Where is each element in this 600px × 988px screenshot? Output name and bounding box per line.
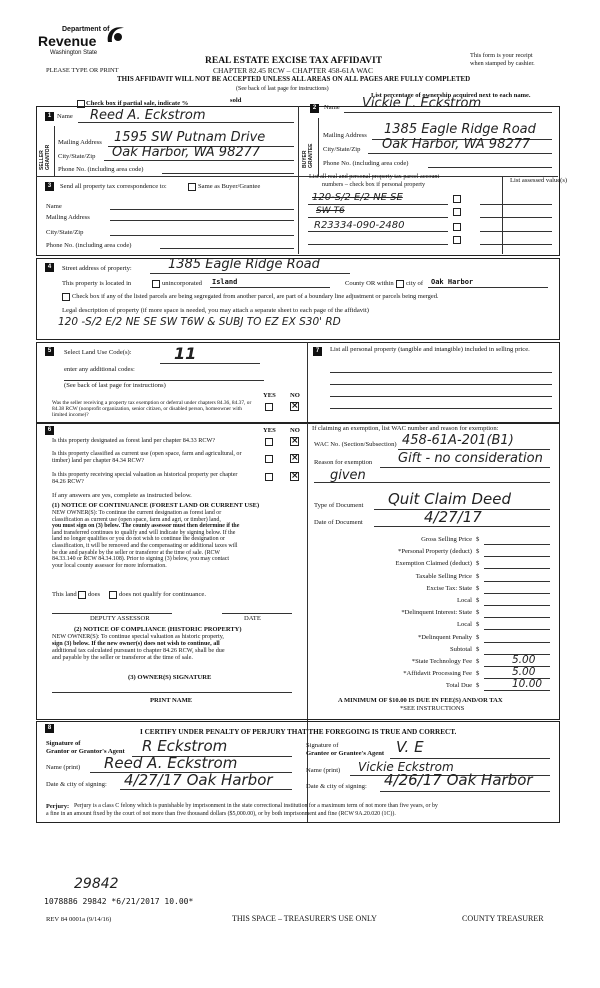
fee-currency: $ [476,584,480,592]
notice-compliance-text: NEW OWNER(S): To continue special valuation as historic property, sign (3) below. If the new owner(s) does not wish to continue, all additional tax calculated pursuant to chapter 84.26 RCW, shall be due and payable by the seller or transferor at the time of sale. [52,633,225,661]
fee-label: Gross Selling Price [421,536,472,543]
corr-name-label: Name [46,203,62,210]
buyer-side-label: BUYER GRANTEE [302,143,314,168]
buyer-name-label: Name [324,104,340,111]
buyer-phone-label: Phone No. (including area code) [323,160,409,167]
handwritten-number: 29842 [74,876,119,892]
unincorporated-label: unincorporated [162,280,202,287]
section-8-number: 8 [45,724,54,733]
exemption-reason-2[interactable]: given [330,468,366,483]
fee-currency: $ [476,572,480,580]
fee-currency: $ [476,682,480,690]
legal-description[interactable]: 120 -S/2 E/2 NE SE SW T6W & SUBJ TO EZ EX S30' RD [58,316,341,328]
seller-name-label: Name [57,113,73,120]
section-7-number: 7 [313,347,322,356]
receipt-note-2: when stamped by cashier. [470,60,535,67]
buyer-name[interactable]: Vickie L. Eckstrom [362,96,482,111]
exemption-reason-1[interactable]: Gift - no consideration [398,451,543,466]
legal-desc-label: Legal description of property (if more space is needed, you may attach a separate sheet to each page of the affidavit) [62,307,369,314]
located-label: This property is located in [62,280,132,287]
parcel-1-checkbox[interactable] [453,195,461,203]
form-warning: THIS AFFIDAVIT WILL NOT BE ACCEPTED UNLESS ALL AREAS ON ALL PAGES ARE FULLY COMPLETED [117,75,471,83]
minimum-due-note: A MINIMUM OF $10.00 IS DUE IN FEE(S) AND/OR TAX [338,697,503,704]
reason-label: Reason for exemption [314,459,373,466]
logo-state: Washington State [50,50,98,56]
segregated-label: Check box if any of the listed parcels are being segregated from another parcel, are part of a boundary line adjustment or parcels being merged. [72,293,439,300]
grantor-date-city[interactable]: 4/27/17 Oak Harbor [124,771,273,789]
parcel-3-checkbox[interactable] [453,223,461,231]
partial-sale-label: Check box if partial sale, indicate % [86,100,189,107]
doc-date-label: Date of Document [314,519,363,526]
logo-name: Revenue [38,33,97,49]
perjury-text-1: Perjury is a class C felony which is punishable by imprisonment in the state correctional institution for a maximum term of not more than five years, or by [74,803,438,809]
county-label: County OR within [345,280,394,287]
unincorporated-checkbox[interactable] [152,280,160,288]
grantor-name-label: Name (print) [46,764,81,771]
personal-property-label: List all personal property (tangible and intangible) included in selling price. [330,346,530,353]
fee-currency: $ [476,645,480,653]
buyer-city-label: City/State/Zip [323,146,361,153]
fee-label: *Delinquent Penalty [417,633,472,641]
assessed-value-label: List assessed value(s) [510,177,568,184]
fee-label: *Delinquent Interest: State [401,609,472,617]
fee-label: Local [456,597,472,604]
accounts-header-1: List all real and personal property tax parcel account [309,173,440,180]
treasurer-space: THIS SPACE – TREASURER'S USE ONLY [232,914,377,923]
grantee-print-name[interactable]: Vickie Eckstrom [358,760,454,774]
perjury-label: Perjury: [46,803,70,810]
section-3-number: 3 [45,182,54,191]
fee-label: Total Due [445,682,472,690]
grantor-print-name[interactable]: Reed A. Eckstrom [104,754,238,772]
fee-label: *State Technology Fee [411,658,472,665]
corr-phone-label: Phone No. (including area code) [46,242,132,249]
correspondence-label: Send all property tax correspondence to: [60,183,167,190]
form-revision: REV 84 0001a (9/14/16) [46,916,112,923]
property-city[interactable]: Oak Harbor [431,278,474,286]
buyer-city[interactable]: Oak Harbor, WA 98277 [382,137,531,152]
fee-label: Exemption Claimed (deduct) [395,560,472,568]
city-checkbox[interactable] [396,280,404,288]
fee-currency: $ [476,658,480,665]
fee-currency: $ [476,597,480,604]
dor-logo [38,24,128,64]
cashier-stamp: 1078886 29842 *6/21/2017 10.00* [44,897,194,906]
fee-currency: $ [476,560,480,568]
q-forest-land: Is this property designated as forest land per chapter 84.33 RCW? [52,437,216,444]
wac-number[interactable]: 458-61A-201(B1) [402,433,514,448]
fee-label: Excise Tax: State [426,584,472,592]
notice-continuance-title: (1) NOTICE OF CONTINUANCE (FOREST LAND OR CURRENT USE) [52,502,260,509]
land-does-checkbox[interactable] [78,591,86,599]
land-use-see-back: (See back of last page for instructions) [64,382,166,389]
section-5-number: 5 [45,347,54,356]
seller-addr-label: Mailing Address [58,139,102,146]
section-6-number: 6 [45,426,54,435]
forest-yes-checkbox[interactable] [265,438,273,446]
deputy-assessor-label: DEPUTY ASSESSOR [90,615,150,622]
grantee-sig-label-1: Signature of [306,742,339,749]
corr-city-label: City/State/Zip [46,229,84,236]
parcel-entry-3[interactable]: R23334-090-2480 [314,220,405,231]
wac-label: WAC No. (Section/Subsection) [314,441,397,448]
parcel-4-checkbox[interactable] [453,236,461,244]
city-of-label: city of [406,280,424,287]
see-back: (See back of last page for instructions) [236,86,329,92]
fee-value[interactable]: 5.00 [512,654,536,666]
seller-phone-label: Phone No. (including area code) [58,166,144,173]
grantee-date-city[interactable]: 4/26/17 Oak Harbor [384,771,533,789]
additional-codes-label: enter any additional codes: [64,366,135,373]
s5-no-label: NO [290,392,300,399]
parcel-entry-1[interactable]: 120-S/2 E/2 NE SE [312,192,403,203]
fee-label: *Personal Property (deduct) [398,548,472,556]
open-no-checkbox[interactable]: × [291,453,299,463]
fee-currency: $ [476,609,480,617]
logo-dept: Department of [62,26,110,33]
exemption-claim-label: If claiming an exemption, list WAC number and reason for exemption: [312,425,499,432]
document-date[interactable]: 4/27/17 [424,508,482,526]
grantor-date-label: Date & city of signing: [46,781,107,788]
grantor-sig-label-2: Grantor or Grantor's Agent [46,748,125,755]
fee-currency: $ [476,670,480,678]
grantor-signature[interactable]: R Eckstrom [142,737,228,755]
grantee-name-label: Name (print) [306,767,341,774]
fee-value[interactable]: 5.00 [512,666,536,679]
seller-side-label: SELLER GRANTOR [39,144,51,170]
property-street[interactable]: 1385 Eagle Ridge Road [168,257,320,272]
receipt-note-1: This form is your receipt [470,52,533,59]
s5-yes-label: YES [263,392,276,399]
land-use-code[interactable]: 11 [174,344,197,363]
street-label: Street address of property: [62,265,132,272]
hist-yes-checkbox[interactable] [265,473,273,481]
grantee-signature[interactable]: V. E [396,738,424,756]
corr-addr-label: Mailing Address [46,214,90,221]
seller-address[interactable]: 1595 SW Putnam Drive [114,130,266,145]
certify-statement: I CERTIFY UNDER PENALTY OF PERJURY THAT THE FOREGOING IS TRUE AND CORRECT. [140,728,457,736]
fee-label: Taxable Selling Price [415,572,472,580]
deputy-date-label: DATE [244,615,261,622]
exemption-no-checkbox[interactable]: × [291,401,299,411]
fee-label: Subtotal [450,645,472,653]
see-instructions-note: *SEE INSTRUCTIONS [400,705,465,712]
same-as-buyer-label: Same as Buyer/Grantee [198,183,261,190]
fee-label: *Affidavit Processing Fee [403,670,472,678]
this-land-label: This land [52,591,77,598]
grantee-date-label: Date & city of signing: [306,783,367,790]
fee-currency: $ [476,633,480,641]
exemption-yes-checkbox[interactable] [265,403,273,411]
buyer-address[interactable]: 1385 Eagle Ridge Road [384,122,536,137]
seller-city-label: City/State/Zip [58,153,96,160]
logo-swoosh-icon [104,24,126,46]
s6-no-label: NO [290,427,300,434]
accounts-header-2: numbers – check box if personal property [322,181,426,188]
document-type[interactable]: Quit Claim Deed [388,490,512,508]
buyer-addr-label: Mailing Address [323,132,367,139]
ownership-label: List percentage of ownership acquired next to each name. [371,92,531,99]
fee-currency: $ [476,548,480,556]
form-subtitle: CHAPTER 82.45 RCW – CHAPTER 458-61A WAC [213,66,373,75]
same-as-buyer-checkbox[interactable] [188,183,196,191]
parcel-entry-2[interactable]: SW T6 [316,206,345,216]
fee-label: Local [456,621,472,629]
q-historic: Is this property receiving special valuation as historical property per chapter 84.26 RCW? [52,472,238,485]
please-type: PLEASE TYPE OR PRINT [46,67,119,74]
notice-compliance-title: (2) NOTICE OF COMPLIANCE (HISTORIC PROPERTY) [74,626,242,633]
doc-type-label: Type of Document [314,502,364,509]
grantor-sig-label-1: Signature of [46,740,81,747]
does-not-label: does not qualify for continuance. [119,591,206,598]
form-title: REAL ESTATE EXCISE TAX AFFIDAVIT [205,56,383,66]
fee-value[interactable]: 10.00 [512,678,543,691]
seller-city[interactable]: Oak Harbor, WA 98277 [112,145,261,160]
segregated-checkbox[interactable] [62,293,70,301]
land-does-not-checkbox[interactable] [109,591,117,599]
forest-no-checkbox[interactable]: × [291,436,299,446]
county-name[interactable]: Island [212,278,238,286]
partial-sale-sold: sold [230,97,242,104]
parcel-2-checkbox[interactable] [453,208,461,216]
section-1-number: 1 [45,112,54,121]
county-treasurer: COUNTY TREASURER [462,914,544,923]
s6-yes-label: YES [263,427,276,434]
seller-name[interactable]: Reed A. Eckstrom [90,108,206,123]
does-label: does [88,591,101,598]
perjury-text-2: a fine in an amount fixed by the court of not more than five thousand dollars ($5,000.00), or by both imprisonment and fine (RCW 9A.20.020 (1C)). [46,811,396,817]
if-yes-note: If any answers are yes, complete as instructed below. [52,492,192,499]
section-2-number: 2 [310,104,319,113]
hist-no-checkbox[interactable]: × [291,471,299,481]
fee-currency: $ [476,536,480,543]
exemption-question: Was the seller receiving a property tax exemption or deferral under chapters 84.36, 84.37, or 84.38 RCW (nonprofit organization, senior citizen, or disabled person, homeowner with limited income)? [52,400,252,419]
section-4-number: 4 [45,263,54,272]
print-name-label: PRINT NAME [150,697,193,704]
owner-signature-label: (3) OWNER(S) SIGNATURE [128,674,212,681]
notice-continuance-text: NEW OWNER(S): To continue the current designation as forest land or classification as current use (open space, farm and agri, or timber) land, you must sign on (3) below. The county assessor must then determine if the land transferred continues to qualify and will indicate by signing below. If the land no longer qualifies or you do not wish to continue the designation or classification, it will be removed and the compensating or additional taxes will be due and payable by the seller or transferor at the time of sale. (RCW 84.33.140 or RCW 84.34.108). Prior to signing (3) below, you may contact your local county assessor for more information. [52,510,240,569]
q-open-space: Is this property classified as current use (open space, farm and agricultural, or timber) land per chapter 84.34 RCW? [52,451,242,464]
grantee-sig-label-2: Grantee or Grantee's Agent [306,750,385,757]
land-use-label: Select Land Use Code(s): [64,349,132,356]
open-yes-checkbox[interactable] [265,455,273,463]
fee-currency: $ [476,621,480,629]
